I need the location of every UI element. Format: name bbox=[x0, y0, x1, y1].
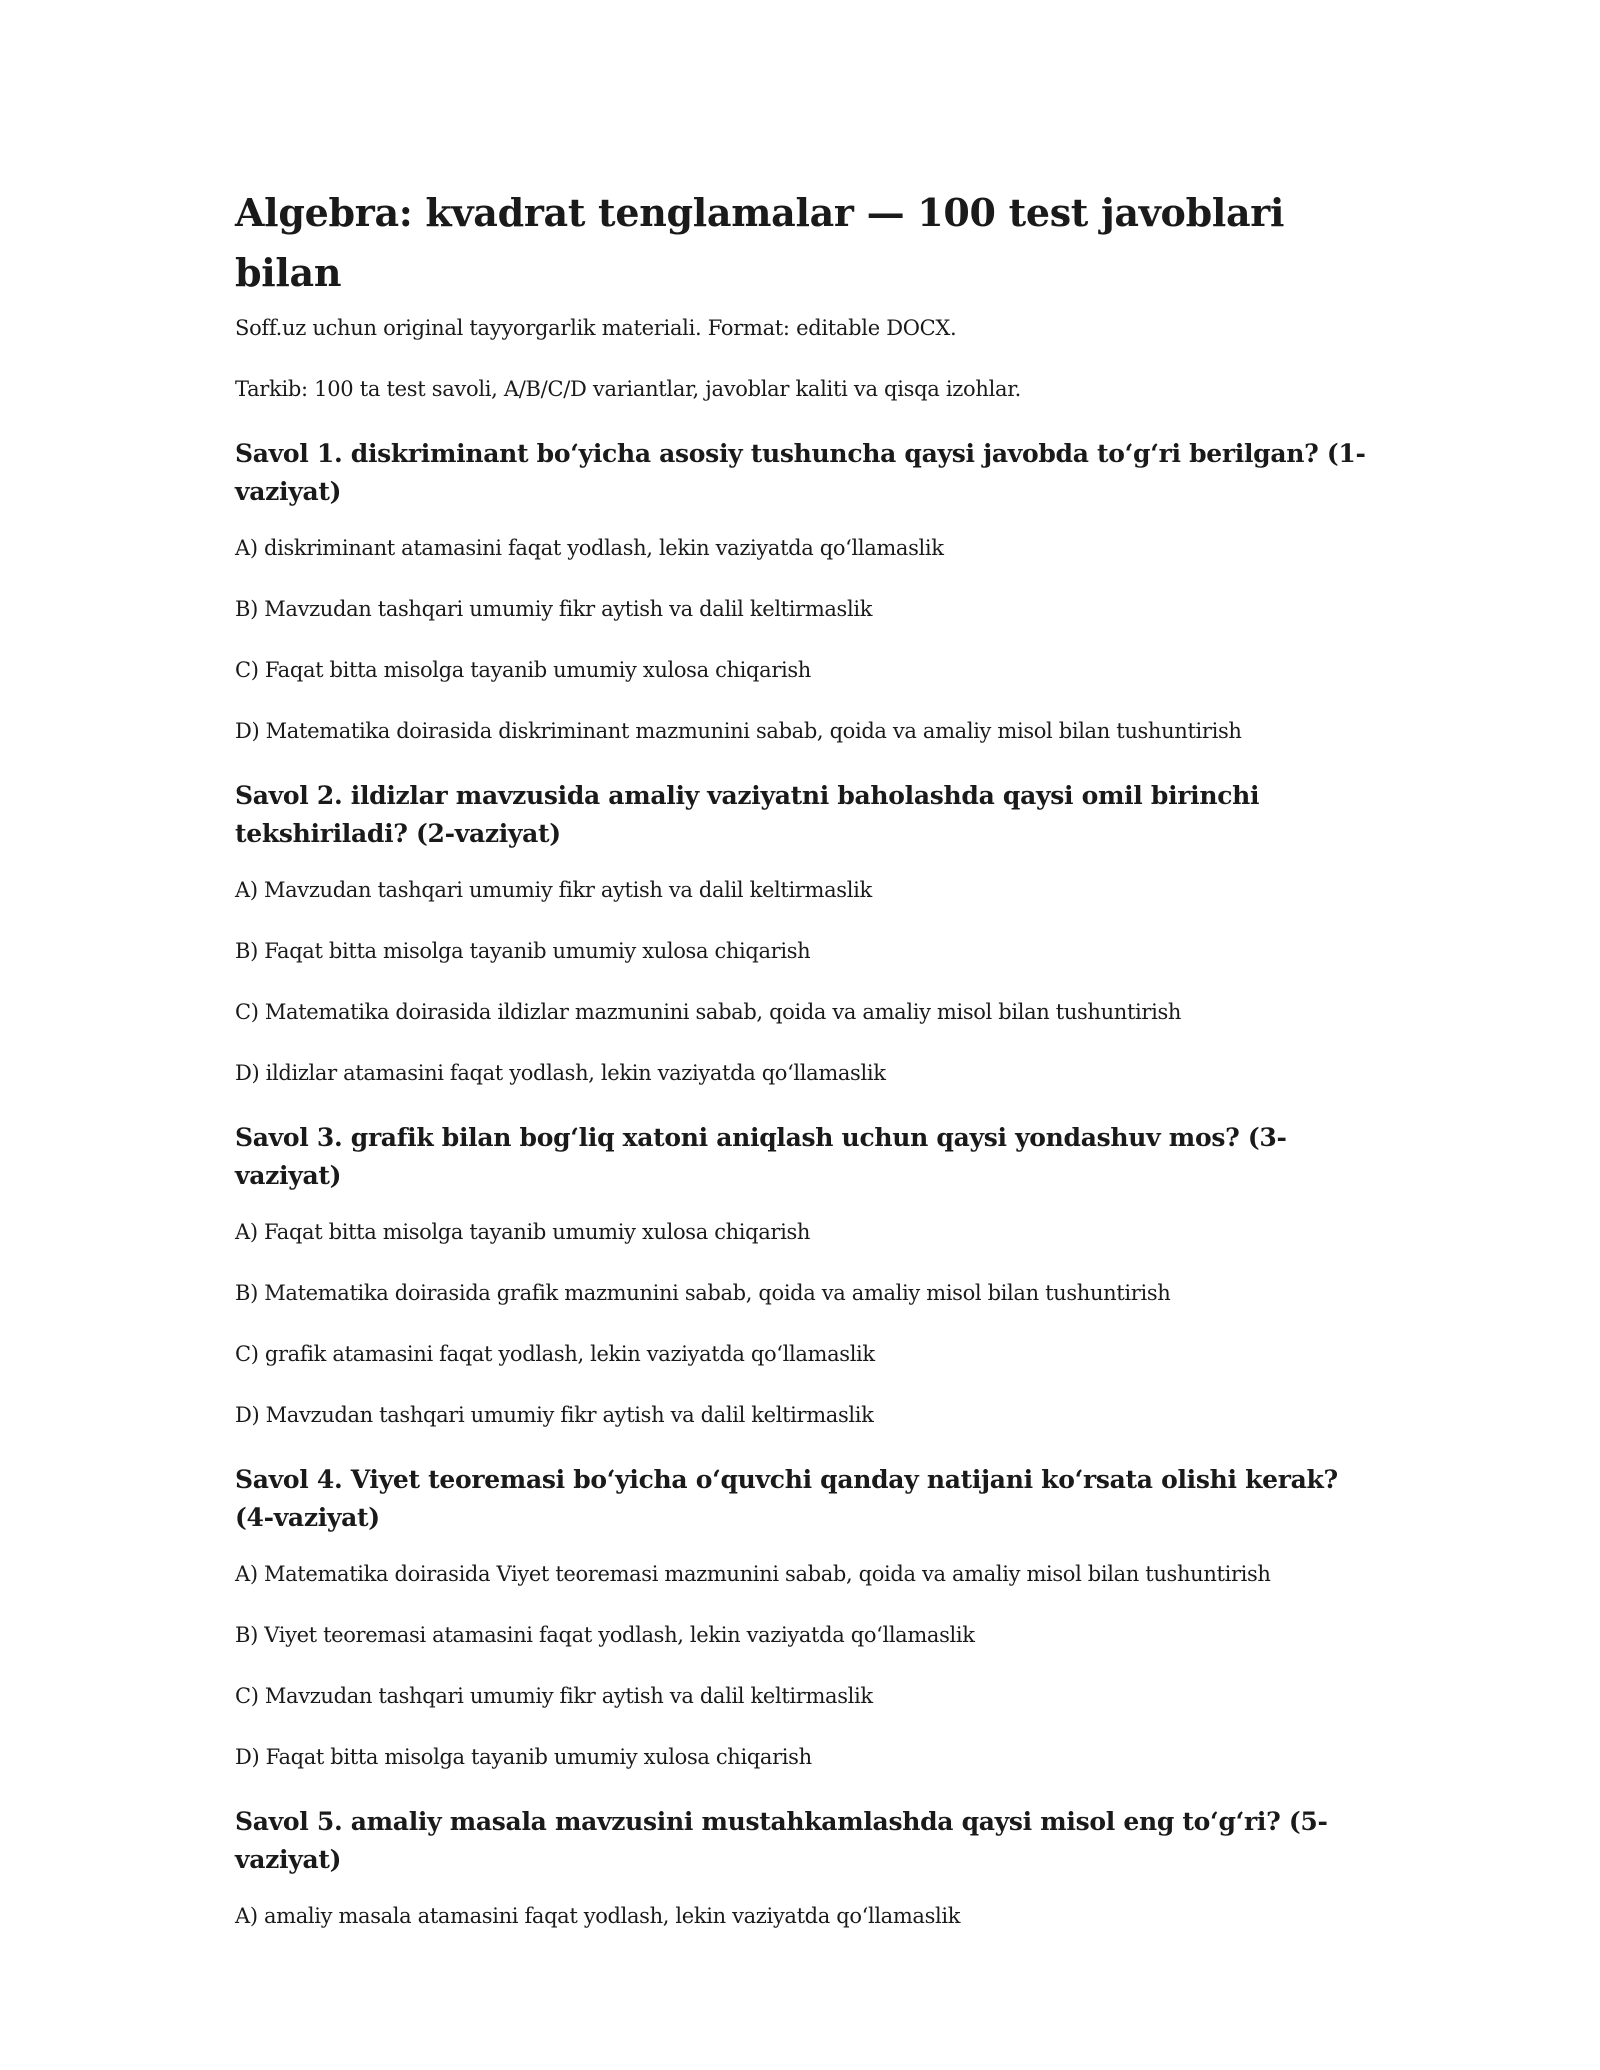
answer-option-c: C) Mavzudan tashqari umumiy fikr aytish va dalil keltirmaslik bbox=[235, 1684, 873, 1708]
question-text: Savol 2. ildizlar mavzusida amaliy vaziyatni baholashda qaysi omil birinchi tekshiriladi? (2-vaziyat) bbox=[235, 781, 1260, 848]
intro-paragraph: Soff.uz uchun original tayyorgarlik materiali. Format: editable DOCX. bbox=[235, 316, 957, 340]
answer-option-c: C) grafik atamasini faqat yodlash, lekin vaziyatda qo‘llamaslik bbox=[235, 1342, 875, 1366]
question-5 bbox=[235, 1803, 1375, 1931]
document-title: Algebra: kvadrat tenglamalar — 100 test javoblari bilan bbox=[235, 190, 1285, 295]
answer-option-c: C) Faqat bitta misolga tayanib umumiy xulosa chiqarish bbox=[235, 658, 811, 682]
answer-option-b: B) Mavzudan tashqari umumiy fikr aytish va dalil keltirmaslik bbox=[235, 597, 873, 621]
answer-option-b: B) Faqat bitta misolga tayanib umumiy xulosa chiqarish bbox=[235, 939, 811, 963]
answer-option-a: A) Matematika doirasida Viyet teoremasi mazmunini sabab, qoida va amaliy misol bilan tushuntirish bbox=[235, 1562, 1271, 1586]
answer-option-a: A) Mavzudan tashqari umumiy fikr aytish va dalil keltirmaslik bbox=[235, 878, 872, 902]
question-3 bbox=[235, 1119, 1375, 1430]
question-4 bbox=[235, 1461, 1375, 1772]
question-text: Savol 3. grafik bilan bog‘liq xatoni aniqlash uchun qaysi yondashuv mos? (3-vaziyat) bbox=[235, 1123, 1287, 1190]
question-1 bbox=[235, 435, 1375, 746]
answer-option-d: D) Matematika doirasida diskriminant mazmunini sabab, qoida va amaliy misol bilan tushuntirish bbox=[235, 719, 1242, 743]
answer-option-a: A) diskriminant atamasini faqat yodlash, lekin vaziyatda qo‘llamaslik bbox=[235, 536, 944, 560]
question-text: Savol 4. Viyet teoremasi bo‘yicha o‘quvchi qanday natijani ko‘rsata olishi kerak? (4-vaziyat) bbox=[235, 1465, 1338, 1532]
contents-paragraph: Tarkib: 100 ta test savoli, A/B/C/D variantlar, javoblar kaliti va qisqa izohlar. bbox=[235, 377, 1022, 401]
answer-option-b: B) Viyet teoremasi atamasini faqat yodlash, lekin vaziyatda qo‘llamaslik bbox=[235, 1623, 975, 1647]
answer-option-a: A) Faqat bitta misolga tayanib umumiy xulosa chiqarish bbox=[235, 1220, 811, 1244]
answer-option-d: D) ildizlar atamasini faqat yodlash, lekin vaziyatda qo‘llamaslik bbox=[235, 1061, 886, 1085]
question-text: Savol 1. diskriminant bo‘yicha asosiy tushuncha qaysi javobda to‘g‘ri berilgan? (1-vaziyat) bbox=[235, 439, 1366, 506]
answer-option-a: A) amaliy masala atamasini faqat yodlash, lekin vaziyatda qo‘llamaslik bbox=[235, 1904, 961, 1928]
document-page bbox=[235, 183, 1375, 1962]
answer-option-d: D) Faqat bitta misolga tayanib umumiy xulosa chiqarish bbox=[235, 1745, 812, 1769]
question-2 bbox=[235, 777, 1375, 1088]
answer-option-d: D) Mavzudan tashqari umumiy fikr aytish va dalil keltirmaslik bbox=[235, 1403, 874, 1427]
answer-option-c: C) Matematika doirasida ildizlar mazmunini sabab, qoida va amaliy misol bilan tushuntirish bbox=[235, 1000, 1182, 1024]
answer-option-b: B) Matematika doirasida grafik mazmunini sabab, qoida va amaliy misol bilan tushuntirish bbox=[235, 1281, 1171, 1305]
question-text: Savol 5. amaliy masala mavzusini mustahkamlashda qaysi misol eng to‘g‘ri? (5-vaziyat) bbox=[235, 1807, 1328, 1874]
